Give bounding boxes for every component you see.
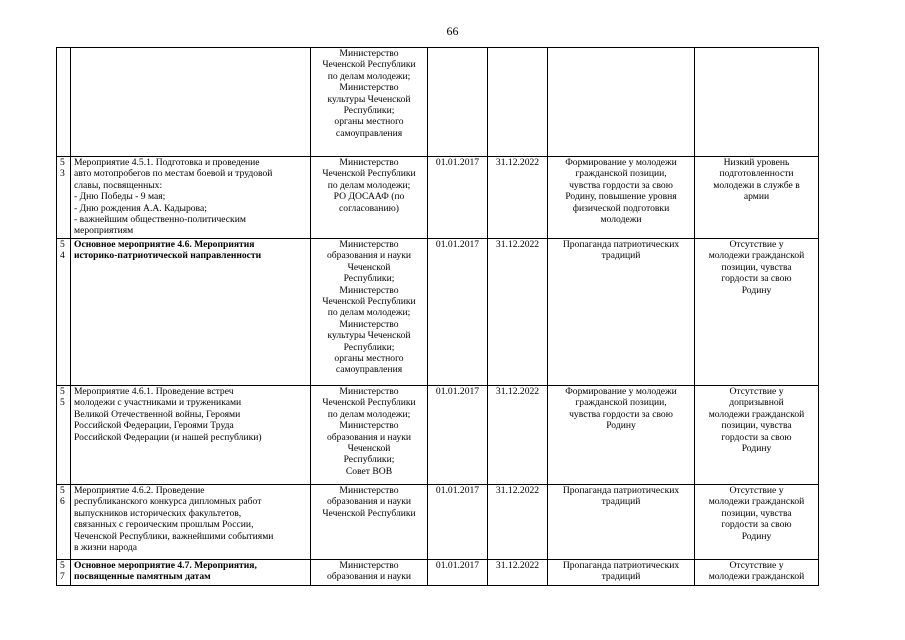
- table-row: [57, 386, 819, 485]
- name-line: авто мотопробегов по местам боевой и трудовой: [74, 168, 273, 180]
- activity-name-cell: [71, 239, 311, 386]
- consequences-cell: [695, 386, 819, 485]
- name-line: - Дню рождения А.А. Кадырова;: [74, 202, 207, 214]
- risk-line: Отсутствие у: [729, 485, 784, 496]
- executor-line: Республики;: [343, 454, 395, 466]
- executor-line: РО ДОСААФ (по: [333, 191, 405, 203]
- name-line: Российской Федерации (и нашей республики): [74, 431, 262, 443]
- risk-line: гордости за свою: [721, 273, 792, 285]
- executor-line: Министерство: [339, 420, 399, 432]
- end-date-cell: 31.12.2022: [488, 386, 548, 485]
- name-line: молодежи с участниками и тружениками: [74, 397, 242, 409]
- executor-line: Министерство: [339, 386, 399, 397]
- risk-line: подготовленности: [719, 168, 794, 180]
- name-line: - Дню Победы - 9 мая;: [74, 191, 166, 203]
- executor-line: Чеченской Республики: [322, 296, 416, 308]
- risk-line: молодежи в службе в: [713, 179, 800, 191]
- name-line: республиканского конкурса дипломных работ: [74, 496, 262, 508]
- risk-line: Отсутствие у: [729, 386, 784, 397]
- name-line: посвященные памятным датам: [74, 571, 211, 583]
- risk-line: допризывной: [729, 397, 784, 409]
- num-line: 5: [60, 485, 65, 496]
- executor-line: по делам молодежи;: [327, 179, 411, 191]
- result-line: Родину, повышение уровня: [565, 191, 677, 203]
- risk-line: Родину: [741, 530, 772, 542]
- executor-line: Министерство: [339, 318, 399, 330]
- program-table: [56, 47, 819, 586]
- end-date-cell: 31.12.2022: [488, 239, 548, 386]
- row-number-cell: [57, 48, 71, 157]
- consequences-cell: [695, 485, 819, 560]
- table-row: [57, 48, 819, 157]
- executor-line: Чеченской Республики: [322, 507, 416, 519]
- result-line: Пропаганда патриотических: [562, 560, 680, 571]
- num-line: 6: [60, 496, 65, 508]
- table-row: [57, 485, 819, 560]
- name-line: Основное мероприятие 4.7. Мероприятия,: [74, 560, 257, 571]
- result-line: Пропаганда патриотических: [562, 485, 680, 496]
- table-row: [57, 239, 819, 386]
- name-line: Чеченской Республики, важнейшими событиями: [74, 530, 274, 542]
- num-line: 5: [60, 157, 65, 168]
- risk-line: молодежи гражданской: [708, 408, 805, 420]
- activity-name-cell: [71, 560, 311, 586]
- risk-line: армии: [743, 191, 770, 203]
- executor-line: образования и науки: [326, 250, 412, 262]
- result-line: чувства гордости за свою: [569, 179, 673, 191]
- name-line: Мероприятие 4.5.1. Подготовка и проведение: [74, 157, 260, 168]
- risk-line: молодежи гражданской: [708, 250, 805, 262]
- executor-line: образования и науки: [326, 571, 412, 583]
- executor-line: Министерство: [339, 157, 399, 168]
- risk-line: Низкий уровень: [723, 157, 790, 168]
- expected-result-cell: [548, 386, 695, 485]
- executor-line: Министерство: [339, 82, 399, 94]
- start-date-cell: [428, 48, 488, 157]
- executor-line: Чеченской Республики: [322, 168, 416, 180]
- result-line: традиций: [601, 571, 641, 583]
- end-date-cell: 31.12.2022: [488, 157, 548, 239]
- executor-cell: [311, 239, 428, 386]
- num-line: 4: [60, 250, 65, 262]
- expected-result-cell: [548, 485, 695, 560]
- result-line: Родину: [606, 420, 636, 432]
- num-line: 5: [60, 560, 65, 571]
- consequences-cell: [695, 239, 819, 386]
- executor-line: по делам молодежи;: [327, 307, 411, 319]
- risk-line: позиции, чувства: [721, 261, 792, 273]
- executor-line: самоуправления: [335, 364, 403, 376]
- expected-result-cell: [548, 239, 695, 386]
- name-line: Российской Федерации, Героями Труда: [74, 420, 234, 432]
- executor-cell: [311, 386, 428, 485]
- executor-line: Республики;: [343, 105, 395, 117]
- executor-line: согласованию): [339, 202, 399, 214]
- end-date-cell: [488, 48, 548, 157]
- row-number-cell: [57, 239, 71, 386]
- num-line: 5: [60, 397, 65, 409]
- executor-line: Министерство: [339, 48, 399, 59]
- risk-line: позиции, чувства: [721, 507, 792, 519]
- executor-line: Чеченской: [347, 443, 391, 455]
- executor-line: Министерство: [339, 560, 399, 571]
- executor-line: Министерство: [339, 239, 399, 250]
- executor-line: Министерство: [339, 485, 399, 496]
- end-date-cell: 31.12.2022: [488, 485, 548, 560]
- result-line: Формирование у молодежи: [565, 157, 677, 168]
- row-number-cell: [57, 485, 71, 560]
- executor-line: культуры Чеченской: [327, 93, 411, 105]
- executor-cell: [311, 48, 428, 157]
- result-line: традиций: [601, 496, 641, 508]
- name-line: славы, посвященных:: [74, 179, 163, 191]
- name-line: - важнейшим общественно-политическим: [74, 214, 246, 226]
- risk-line: молодежи гражданской: [708, 496, 805, 508]
- consequences-cell: [695, 48, 819, 157]
- risk-line: Родину: [741, 284, 772, 296]
- name-line: Мероприятие 4.6.2. Проведение: [74, 485, 205, 496]
- result-line: Формирование у молодежи: [565, 386, 677, 397]
- num-line: 3: [60, 168, 65, 180]
- executor-line: по делам молодежи;: [327, 408, 411, 420]
- executor-cell: [311, 157, 428, 239]
- expected-result-cell: [548, 157, 695, 239]
- executor-line: Республики;: [343, 273, 395, 285]
- table-row: [57, 157, 819, 239]
- risk-line: Родину: [741, 443, 772, 455]
- row-number-cell: [57, 386, 71, 485]
- executor-line: Республики;: [343, 341, 395, 353]
- activity-name-cell: [71, 485, 311, 560]
- start-date-cell: 01.01.2017: [428, 560, 488, 586]
- row-number-cell: [57, 157, 71, 239]
- start-date-cell: 01.01.2017: [428, 239, 488, 386]
- name-line: Мероприятие 4.6.1. Проведение встреч: [74, 386, 234, 397]
- num-line: 7: [60, 571, 65, 583]
- page-number: 66: [446, 24, 459, 38]
- risk-line: молодежи гражданской: [708, 571, 805, 583]
- result-line: Пропаганда патриотических: [562, 239, 680, 250]
- expected-result-cell: [548, 560, 695, 586]
- start-date-cell: 01.01.2017: [428, 157, 488, 239]
- activity-name-cell: [71, 157, 311, 239]
- risk-line: позиции, чувства: [721, 420, 792, 432]
- start-date-cell: 01.01.2017: [428, 386, 488, 485]
- num-line: 5: [60, 239, 65, 250]
- executor-line: Чеченской Республики: [322, 397, 416, 409]
- executor-line: Чеченской: [347, 261, 391, 273]
- executor-line: органы местного: [334, 353, 404, 365]
- executor-cell: [311, 485, 428, 560]
- consequences-cell: [695, 157, 819, 239]
- end-date-cell: 31.12.2022: [488, 560, 548, 586]
- executor-cell: [311, 560, 428, 586]
- executor-line: самоуправления: [335, 127, 403, 139]
- name-line: выпускников исторических факультетов,: [74, 507, 242, 519]
- result-line: гражданской позиции,: [575, 168, 667, 180]
- result-line: молодежи: [600, 214, 642, 226]
- executor-line: Министерство: [339, 284, 399, 296]
- name-line: связанных с героическим прошлым России,: [74, 519, 254, 531]
- start-date-cell: 01.01.2017: [428, 485, 488, 560]
- activity-name-cell: [71, 386, 311, 485]
- risk-line: Отсутствие у: [729, 560, 784, 571]
- risk-line: Отсутствие у: [729, 239, 784, 250]
- row-number-cell: [57, 560, 71, 586]
- executor-line: образования и науки: [326, 496, 412, 508]
- table-row: [57, 560, 819, 586]
- name-line: историко-патриотической направленности: [74, 250, 262, 262]
- executor-line: культуры Чеченской: [327, 330, 411, 342]
- result-line: физической подготовки: [572, 202, 670, 214]
- executor-line: органы местного: [334, 116, 404, 128]
- num-line: 5: [60, 386, 65, 397]
- name-line: в жизни народа: [74, 542, 137, 554]
- name-line: Основное мероприятие 4.6. Мероприятия: [74, 239, 255, 250]
- executor-line: по делам молодежи;: [327, 70, 411, 82]
- result-line: гражданской позиции,: [575, 397, 667, 409]
- risk-line: гордости за свою: [721, 519, 792, 531]
- result-line: традиций: [601, 250, 641, 262]
- executor-line: Совет ВОВ: [345, 465, 393, 477]
- expected-result-cell: [548, 48, 695, 157]
- name-line: мероприятиям: [74, 225, 134, 237]
- activity-name-cell: [71, 48, 311, 157]
- executor-line: Чеченской Республики: [322, 59, 416, 71]
- executor-line: образования и науки: [326, 431, 412, 443]
- risk-line: гордости за свою: [721, 431, 792, 443]
- name-line: Великой Отечественной войны, Героями: [74, 408, 241, 420]
- result-line: чувства гордости за свою: [569, 408, 673, 420]
- consequences-cell: [695, 560, 819, 586]
